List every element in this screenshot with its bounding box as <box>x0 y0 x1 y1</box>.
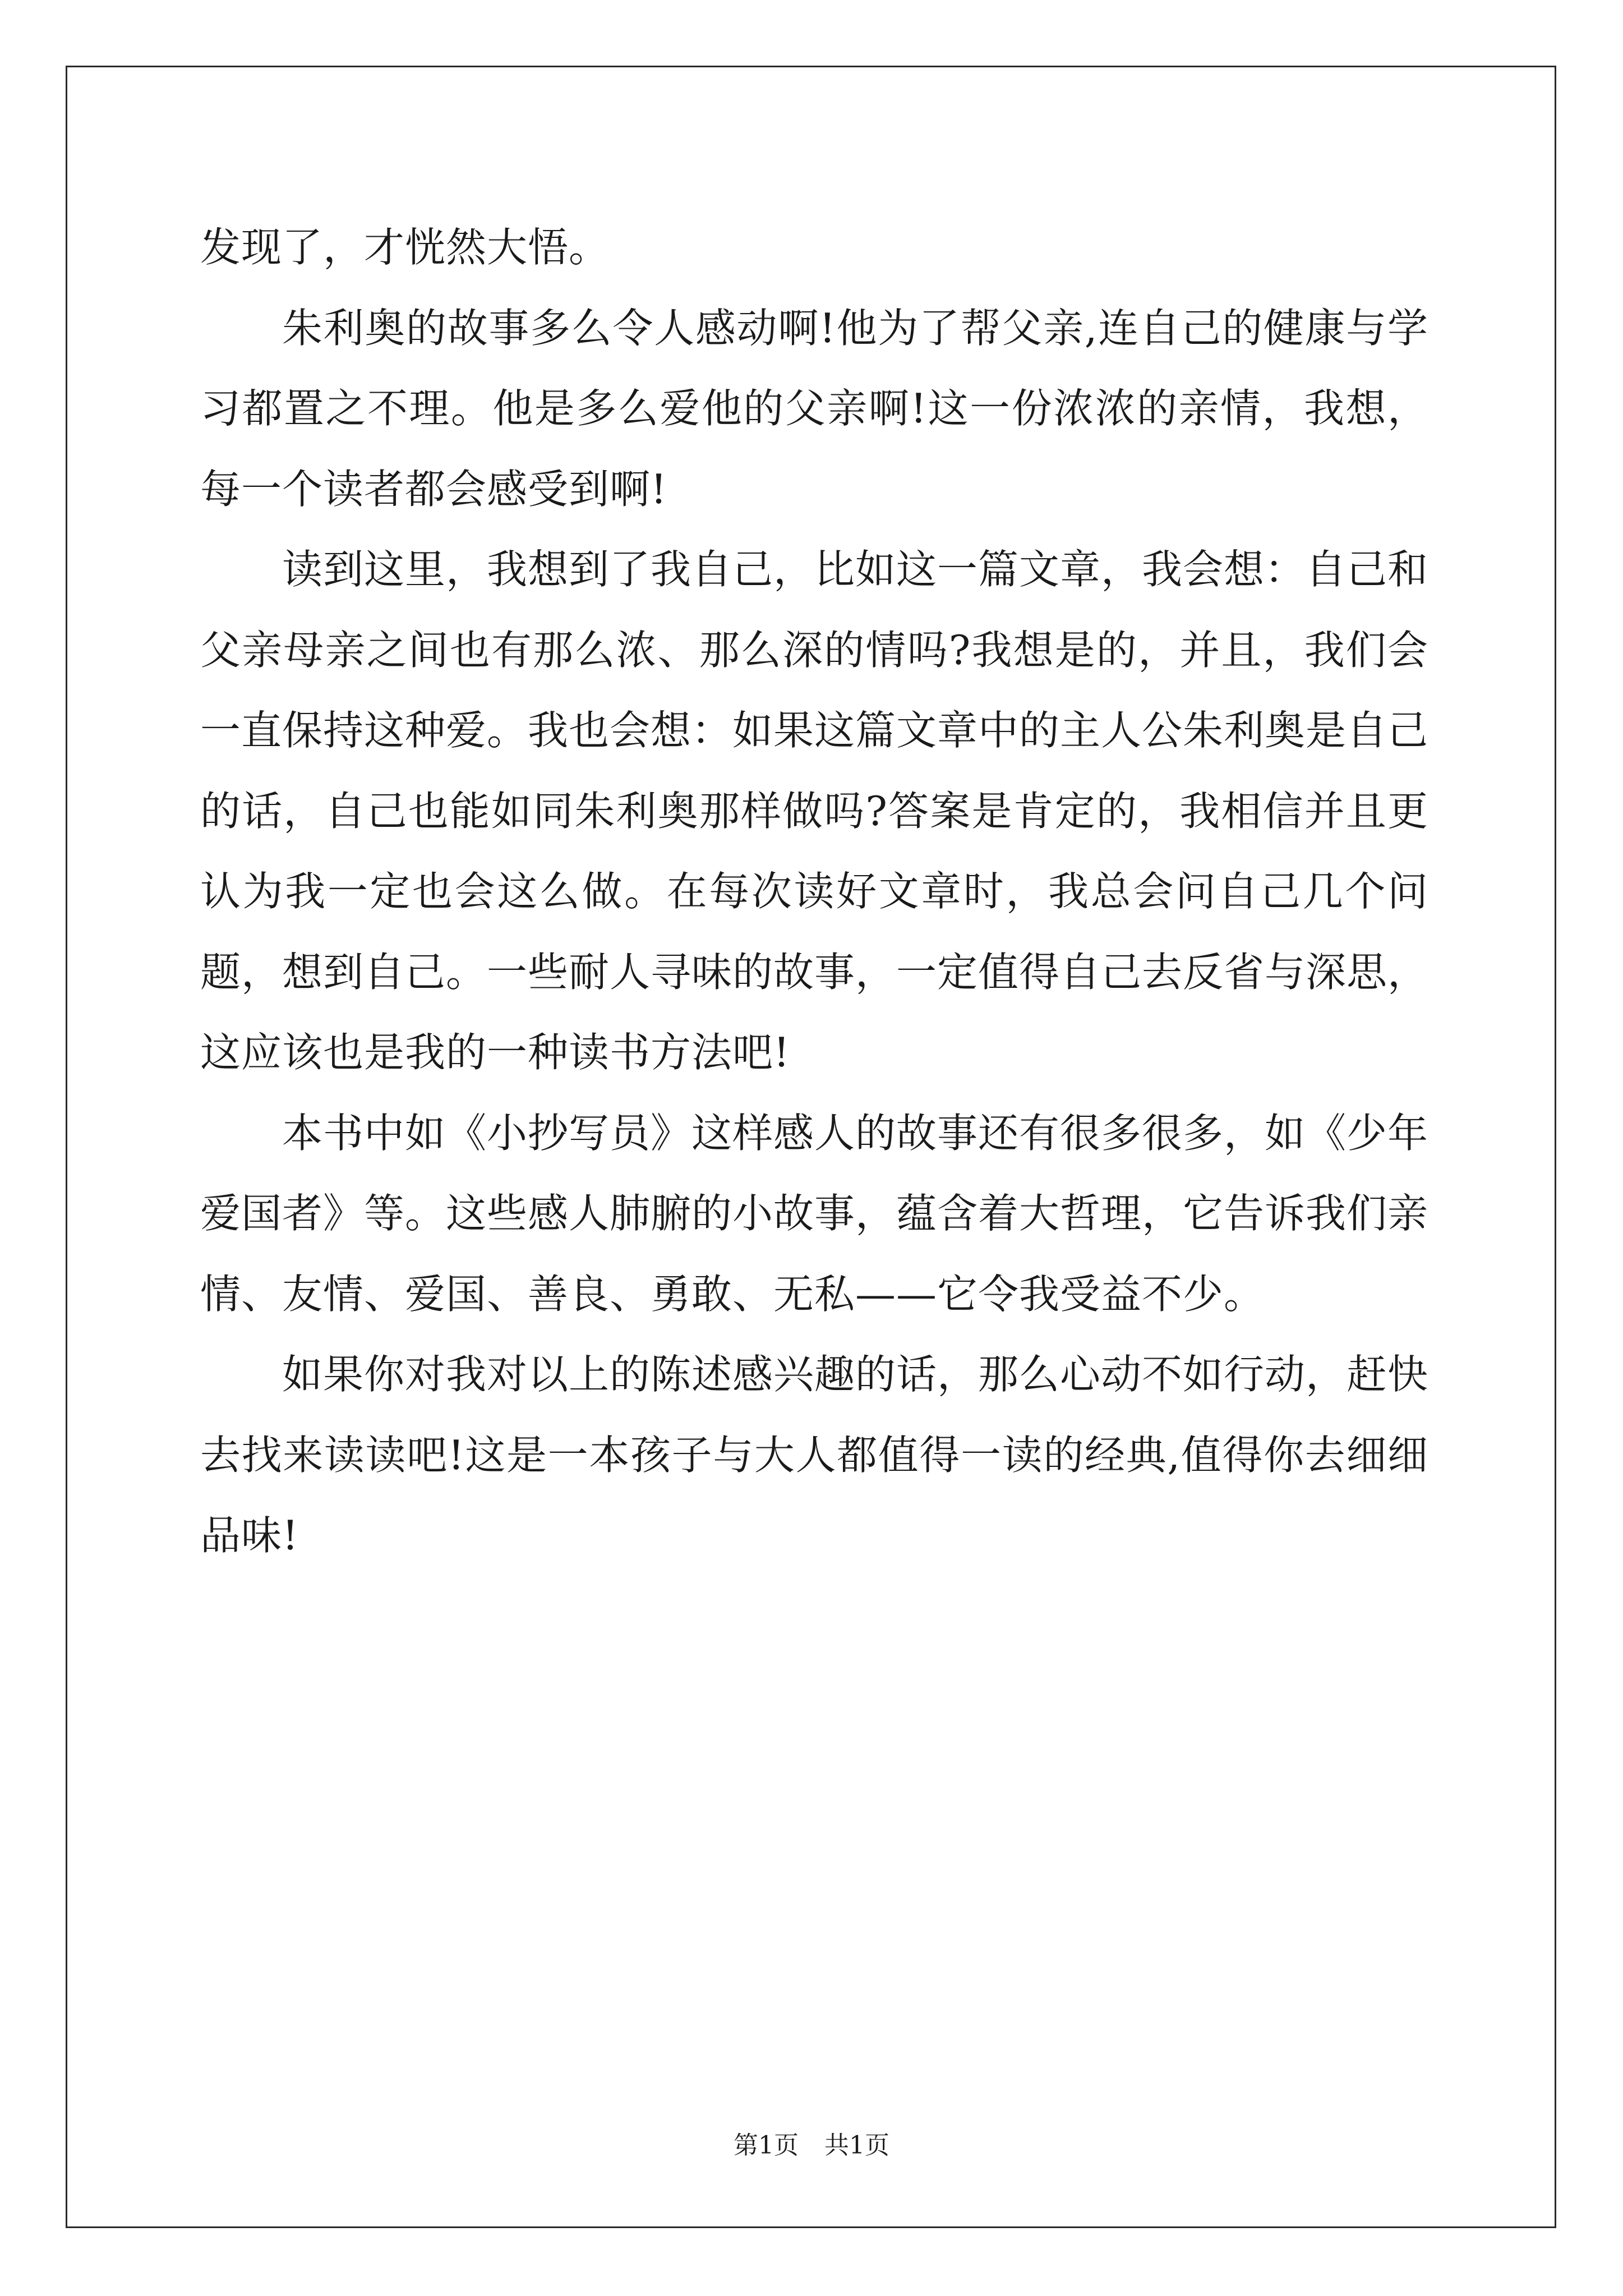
document-body <box>200 208 1428 1576</box>
page-footer <box>0 2129 1623 2162</box>
paragraph: 读到这里，我想到了我自己，比如这一篇文章，我会想：自己和父亲母亲之间也有那么浓、那么深的情吗?我想是的，并且，我们会一直保持这种爱。我也会想：如果这篇文章中的主人公朱利奥是自己的话，自己也能如同朱利奥那样做吗?答案是肯定的，我相信并且更认为我一定也会这么做。在每次读好文章时，我总会问自己几个问题，想到自己。一些耐人寻味的故事，一定值得自己去反省与深思，这应该也是我的一种读书方法吧! <box>200 546 1429 1076</box>
paragraph: 如果你对我对以上的陈述感兴趣的话，那么心动不如行动，赶快去找来读读吧!这是一本孩子与大人都值得一读的经典,值得你去细细品味! <box>200 1351 1429 1559</box>
page-number: 第1页 <box>734 2131 799 2160</box>
paragraph: 本书中如《小抄写员》这样感人的故事还有很多很多，如《少年爱国者》等。这些感人肺腑的小故事，蕴含着大哲理，它告诉我们亲情、友情、爱国、善良、勇敢、无私——它令我受益不少。 <box>200 1109 1429 1318</box>
page-total: 共1页 <box>824 2131 889 2160</box>
paragraph: 发现了，才恍然大悟。 <box>200 224 610 271</box>
paragraph: 朱利奥的故事多么令人感动啊!他为了帮父亲,连自己的健康与学习都置之不理。他是多么爱他的父亲啊!这一份浓浓的亲情，我想，每一个读者都会感受到啊! <box>200 304 1428 513</box>
